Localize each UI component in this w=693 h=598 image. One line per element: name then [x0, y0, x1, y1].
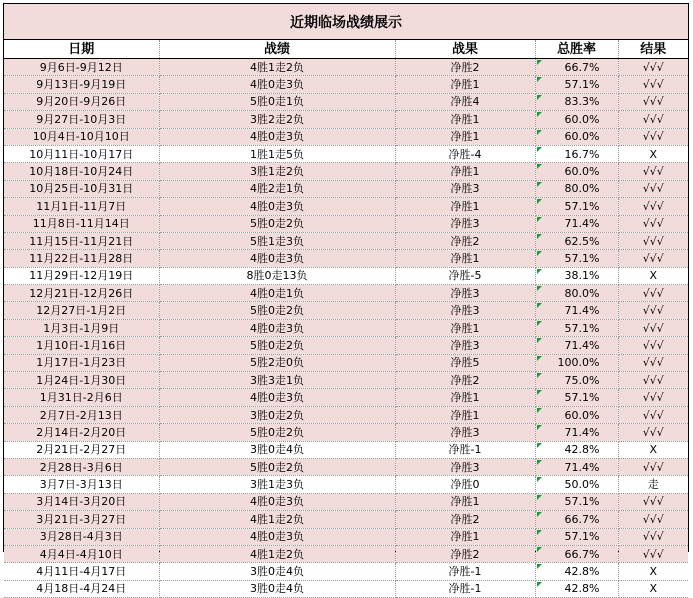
table-row — [4, 563, 688, 580]
cell-record[interactable]: 5胜1走3负 — [159, 232, 395, 249]
cell-date[interactable]: 10月18日-10月24日 — [4, 163, 159, 180]
header-net[interactable]: 战果 — [395, 40, 535, 59]
cell-result[interactable]: √√√ — [618, 59, 688, 76]
cell-rate[interactable]: 57.1% — [535, 250, 618, 267]
cell-rate[interactable]: 42.8% — [535, 563, 618, 580]
cell-date[interactable]: 11月1日-11月7日 — [4, 198, 159, 215]
cell-record[interactable]: 4胜2走1负 — [159, 180, 395, 197]
cell-date[interactable]: 10月25日-10月31日 — [4, 180, 159, 197]
table-row — [4, 545, 688, 562]
cell-date[interactable]: 1月31日-2月6日 — [4, 389, 159, 406]
table-row — [4, 319, 688, 336]
table-row — [4, 580, 688, 597]
cell-rate[interactable]: 57.1% — [535, 528, 618, 545]
cell-record[interactable]: 4胜0走3负 — [159, 528, 395, 545]
cell-rate[interactable]: 66.7% — [535, 545, 618, 562]
cell-date[interactable]: 10月4日-10月10日 — [4, 128, 159, 145]
cell-net[interactable]: 净胜1 — [395, 250, 535, 267]
cell-date[interactable]: 12月21日-12月26日 — [4, 285, 159, 302]
cell-result[interactable]: X — [618, 145, 688, 162]
cell-rate[interactable]: 71.4% — [535, 424, 618, 441]
cell-rate[interactable]: 50.0% — [535, 476, 618, 493]
cell-net[interactable]: 净胜1 — [395, 406, 535, 423]
table-row — [4, 528, 688, 545]
cell-date[interactable]: 12月27日-1月2日 — [4, 302, 159, 319]
cell-record[interactable]: 5胜0走2负 — [159, 424, 395, 441]
table-row — [4, 302, 688, 319]
cell-record[interactable]: 4胜0走3负 — [159, 198, 395, 215]
table-row — [4, 128, 688, 145]
cell-record[interactable]: 4胜0走3负 — [159, 250, 395, 267]
cell-result[interactable]: √√√ — [618, 337, 688, 354]
header-rate[interactable]: 总胜率 — [535, 40, 618, 59]
cell-result[interactable]: √√√ — [618, 232, 688, 249]
table-row — [4, 145, 688, 162]
cell-net[interactable]: 净胜-5 — [395, 267, 535, 284]
cell-date[interactable]: 9月6日-9月12日 — [4, 59, 159, 76]
table-row — [4, 493, 688, 510]
table-row — [4, 250, 688, 267]
cell-date[interactable]: 1月10日-1月16日 — [4, 337, 159, 354]
header-result[interactable]: 结果 — [618, 40, 688, 59]
cell-net[interactable]: 净胜3 — [395, 424, 535, 441]
cell-record[interactable]: 4胜0走3负 — [159, 128, 395, 145]
cell-record[interactable]: 5胜0走2负 — [159, 458, 395, 475]
cell-date[interactable]: 3月28日-4月3日 — [4, 528, 159, 545]
cell-result[interactable]: √√√ — [618, 93, 688, 110]
cell-record[interactable]: 3胜0走2负 — [159, 406, 395, 423]
table-row — [4, 389, 688, 406]
cell-result[interactable]: √√√ — [618, 215, 688, 232]
cell-record[interactable]: 5胜0走2负 — [159, 302, 395, 319]
cell-record[interactable]: 3胜0走4负 — [159, 563, 395, 580]
table-row — [4, 285, 688, 302]
cell-record[interactable]: 3胜1走3负 — [159, 476, 395, 493]
table-row — [4, 441, 688, 458]
cell-record[interactable]: 5胜2走0负 — [159, 354, 395, 371]
cell-net[interactable]: 净胜1 — [395, 128, 535, 145]
cell-record[interactable]: 4胜1走2负 — [159, 545, 395, 562]
cell-record[interactable]: 5胜0走1负 — [159, 93, 395, 110]
header-date[interactable]: 日期 — [4, 40, 159, 59]
table-row — [4, 511, 688, 528]
cell-date[interactable]: 11月22日-11月28日 — [4, 250, 159, 267]
cell-result[interactable]: √√√ — [618, 250, 688, 267]
table-row — [4, 198, 688, 215]
cell-net[interactable]: 净胜-1 — [395, 563, 535, 580]
cell-net[interactable]: 净胜1 — [395, 528, 535, 545]
cell-net[interactable]: 净胜-1 — [395, 580, 535, 597]
cell-rate[interactable]: 42.8% — [535, 441, 618, 458]
cell-date[interactable]: 11月15日-11月21日 — [4, 232, 159, 249]
cell-rate[interactable]: 62.5% — [535, 232, 618, 249]
table-row — [4, 180, 688, 197]
cell-net[interactable]: 净胜1 — [395, 493, 535, 510]
cell-rate[interactable]: 57.1% — [535, 76, 618, 93]
cell-rate[interactable]: 57.1% — [535, 319, 618, 336]
cell-net[interactable]: 净胜2 — [395, 545, 535, 562]
cell-rate[interactable]: 66.7% — [535, 511, 618, 528]
cell-result[interactable]: √√√ — [618, 528, 688, 545]
table-row — [4, 111, 688, 128]
table-row — [4, 424, 688, 441]
cell-rate[interactable]: 71.4% — [535, 337, 618, 354]
cell-result[interactable]: √√√ — [618, 128, 688, 145]
record-table — [4, 40, 688, 598]
cell-result[interactable]: X — [618, 563, 688, 580]
cell-result[interactable]: √√√ — [618, 511, 688, 528]
spreadsheet-sheet — [3, 3, 689, 596]
cell-date[interactable]: 4月18日-4月24日 — [4, 580, 159, 597]
cell-record[interactable]: 4胜1走2负 — [159, 59, 395, 76]
cell-net[interactable]: 净胜1 — [395, 163, 535, 180]
table-row — [4, 59, 688, 76]
cell-record[interactable]: 4胜0走1负 — [159, 285, 395, 302]
cell-net[interactable]: 净胜3 — [395, 337, 535, 354]
cell-result[interactable]: √√√ — [618, 389, 688, 406]
cell-result[interactable]: √√√ — [618, 372, 688, 389]
cell-rate[interactable]: 16.7% — [535, 145, 618, 162]
cell-rate[interactable]: 38.1% — [535, 267, 618, 284]
header-record[interactable]: 战绩 — [159, 40, 395, 59]
cell-result[interactable]: X — [618, 580, 688, 597]
cell-net[interactable]: 净胜3 — [395, 285, 535, 302]
cell-rate[interactable]: 57.1% — [535, 389, 618, 406]
cell-net[interactable]: 净胜3 — [395, 302, 535, 319]
cell-rate[interactable]: 57.1% — [535, 198, 618, 215]
cell-rate[interactable]: 60.0% — [535, 111, 618, 128]
cell-record[interactable]: 4胜1走2负 — [159, 511, 395, 528]
cell-record[interactable]: 5胜0走2负 — [159, 215, 395, 232]
cell-result[interactable]: √√√ — [618, 111, 688, 128]
cell-rate[interactable]: 80.0% — [535, 285, 618, 302]
cell-result[interactable]: √√√ — [618, 76, 688, 93]
cell-net[interactable]: 净胜2 — [395, 511, 535, 528]
cell-date[interactable]: 4月4日-4月10日 — [4, 545, 159, 562]
cell-record[interactable]: 3胜3走1负 — [159, 372, 395, 389]
cell-date[interactable]: 2月28日-3月6日 — [4, 458, 159, 475]
table-row — [4, 372, 688, 389]
table-row — [4, 476, 688, 493]
cell-date[interactable]: 11月8日-11月14日 — [4, 215, 159, 232]
cell-date[interactable]: 10月11日-10月17日 — [4, 145, 159, 162]
cell-rate[interactable]: 57.1% — [535, 493, 618, 510]
sheet-title: 近期临场战绩展示 — [4, 4, 688, 40]
cell-date[interactable]: 2月21日-2月27日 — [4, 441, 159, 458]
cell-date[interactable]: 1月17日-1月23日 — [4, 354, 159, 371]
cell-result[interactable]: X — [618, 267, 688, 284]
cell-record[interactable]: 3胜2走2负 — [159, 111, 395, 128]
cell-result[interactable]: √√√ — [618, 285, 688, 302]
cell-result[interactable]: √√√ — [618, 319, 688, 336]
cell-record[interactable]: 8胜0走13负 — [159, 267, 395, 284]
cell-date[interactable]: 9月27日-10月3日 — [4, 111, 159, 128]
cell-net[interactable]: 净胜3 — [395, 215, 535, 232]
cell-record[interactable]: 4胜0走3负 — [159, 493, 395, 510]
table-row — [4, 163, 688, 180]
cell-date[interactable]: 9月20日-9月26日 — [4, 93, 159, 110]
cell-result[interactable]: √√√ — [618, 163, 688, 180]
cell-record[interactable]: 4胜0走3负 — [159, 319, 395, 336]
cell-net[interactable]: 净胜1 — [395, 76, 535, 93]
cell-record[interactable]: 3胜1走2负 — [159, 163, 395, 180]
cell-date[interactable]: 1月24日-1月30日 — [4, 372, 159, 389]
cell-result[interactable]: 走 — [618, 476, 688, 493]
table-row — [4, 458, 688, 475]
cell-net[interactable]: 净胜1 — [395, 389, 535, 406]
cell-net[interactable]: 净胜2 — [395, 372, 535, 389]
cell-rate[interactable]: 60.0% — [535, 128, 618, 145]
cell-net[interactable]: 净胜4 — [395, 93, 535, 110]
cell-date[interactable]: 1月3日-1月9日 — [4, 319, 159, 336]
cell-net[interactable]: 净胜-1 — [395, 441, 535, 458]
table-row — [4, 406, 688, 423]
table-row — [4, 76, 688, 93]
cell-date[interactable]: 3月14日-3月20日 — [4, 493, 159, 510]
cell-rate[interactable]: 66.7% — [535, 59, 618, 76]
cell-result[interactable]: √√√ — [618, 545, 688, 562]
cell-rate[interactable]: 100.0% — [535, 354, 618, 371]
cell-result[interactable]: √√√ — [618, 354, 688, 371]
cell-date[interactable]: 2月14日-2月20日 — [4, 424, 159, 441]
cell-net[interactable]: 净胜2 — [395, 59, 535, 76]
cell-date[interactable]: 2月7日-2月13日 — [4, 406, 159, 423]
cell-net[interactable]: 净胜1 — [395, 111, 535, 128]
cell-date[interactable]: 3月21日-3月27日 — [4, 511, 159, 528]
cell-rate[interactable]: 71.4% — [535, 302, 618, 319]
cell-record[interactable]: 3胜0走4负 — [159, 580, 395, 597]
cell-record[interactable]: 1胜1走5负 — [159, 145, 395, 162]
cell-net[interactable]: 净胜3 — [395, 180, 535, 197]
cell-result[interactable]: √√√ — [618, 458, 688, 475]
cell-date[interactable]: 4月11日-4月17日 — [4, 563, 159, 580]
cell-result[interactable]: √√√ — [618, 198, 688, 215]
cell-net[interactable]: 净胜3 — [395, 458, 535, 475]
cell-rate[interactable]: 80.0% — [535, 180, 618, 197]
cell-rate[interactable]: 75.0% — [535, 372, 618, 389]
cell-result[interactable]: X — [618, 441, 688, 458]
cell-rate[interactable]: 71.4% — [535, 458, 618, 475]
header-row — [4, 40, 688, 59]
cell-net[interactable]: 净胜1 — [395, 319, 535, 336]
table-row — [4, 267, 688, 284]
cell-net[interactable]: 净胜0 — [395, 476, 535, 493]
cell-rate[interactable]: 60.0% — [535, 163, 618, 180]
table-row — [4, 337, 688, 354]
cell-rate[interactable]: 42.8% — [535, 580, 618, 597]
cell-net[interactable]: 净胜5 — [395, 354, 535, 371]
cell-net[interactable]: 净胜1 — [395, 198, 535, 215]
cell-record[interactable]: 5胜0走2负 — [159, 337, 395, 354]
cell-result[interactable]: √√√ — [618, 406, 688, 423]
cell-record[interactable]: 3胜0走4负 — [159, 441, 395, 458]
cell-net[interactable]: 净胜2 — [395, 232, 535, 249]
cell-date[interactable]: 3月7日-3月13日 — [4, 476, 159, 493]
cell-result[interactable]: √√√ — [618, 180, 688, 197]
cell-result[interactable]: √√√ — [618, 302, 688, 319]
cell-result[interactable]: √√√ — [618, 493, 688, 510]
cell-rate[interactable]: 83.3% — [535, 93, 618, 110]
table-body — [4, 59, 688, 598]
table-row — [4, 232, 688, 249]
cell-rate[interactable]: 71.4% — [535, 215, 618, 232]
cell-rate[interactable]: 60.0% — [535, 406, 618, 423]
cell-net[interactable]: 净胜-4 — [395, 145, 535, 162]
table-row — [4, 215, 688, 232]
cell-date[interactable]: 11月29日-12月19日 — [4, 267, 159, 284]
cell-record[interactable]: 4胜0走3负 — [159, 76, 395, 93]
table-row — [4, 354, 688, 371]
cell-record[interactable]: 4胜0走3负 — [159, 389, 395, 406]
cell-result[interactable]: √√√ — [618, 424, 688, 441]
table-row — [4, 93, 688, 110]
cell-date[interactable]: 9月13日-9月19日 — [4, 76, 159, 93]
